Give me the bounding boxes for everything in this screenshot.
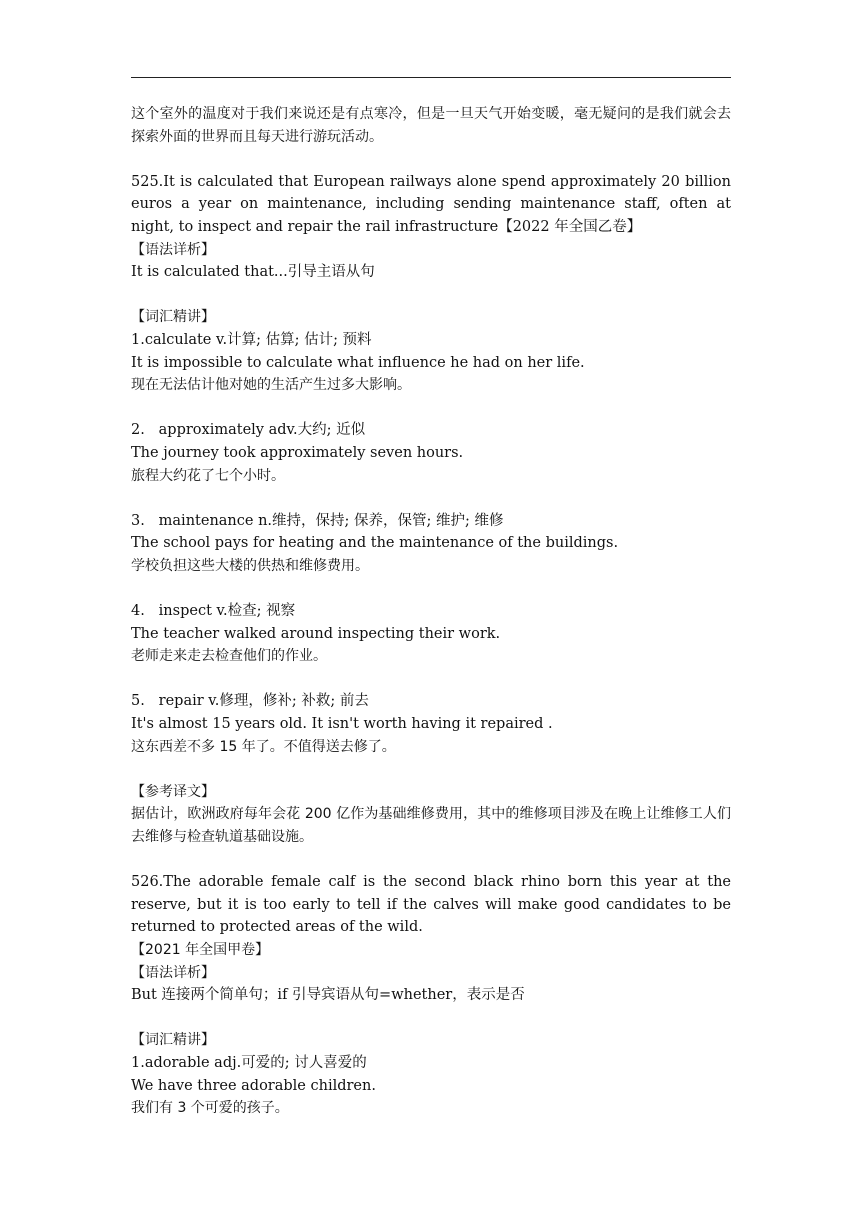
vocab-example-inspect: The teacher walked around inspecting their work.: [131, 625, 501, 642]
item-525-grammar-note: It is calculated that...引导主语从句: [131, 264, 375, 281]
vocab-entry-repair: 5. repair v.修理，修补; 补救; 前去: [131, 693, 369, 710]
item-525-vocab-heading: 【词汇精讲】: [131, 309, 215, 326]
vocab-translation-approximately: 旅程大约花了七个小时。: [131, 467, 285, 484]
header-rule: [131, 77, 731, 78]
vocab-example-approximately: The journey took approximately seven hours.: [131, 444, 464, 461]
item-525-reference-translation: 据估计，欧洲政府每年会花 200 亿作为基础维修费用，其中的维修项目涉及在晚上让维修工人们去维修与检查轨道基础设施。: [131, 806, 731, 845]
vocab-entry-adorable: 1.adorable adj.可爱的; 讨人喜爱的: [131, 1054, 367, 1071]
vocab-translation-maintenance: 学校负担这些大楼的供热和维修费用。: [131, 557, 369, 574]
item-526-vocab-heading: 【词汇精讲】: [131, 1032, 215, 1049]
spacer: [131, 849, 731, 872]
vocab-translation-calculate: 现在无法估计他对她的生活产生过多大影响。: [131, 377, 411, 394]
spacer: [131, 577, 731, 600]
item-526-sentence: 526.The adorable female calf is the second black rhino born this year at the reserve, but it is too early to tell if the calves will make good candidates to be returned to protected areas of the wild.: [131, 874, 731, 936]
item-526-grammar-note: But 连接两个简单句；if 引导宾语从句=whether，表示是否: [131, 987, 525, 1004]
vocab-translation-adorable: 我们有 3 个可爱的孩子。: [131, 1100, 289, 1117]
document-body: [131, 103, 731, 1120]
spacer: [131, 397, 731, 420]
vocab-entry-approximately: 2. approximately adv.大约; 近似: [131, 422, 366, 439]
intro-translation: 这个室外的温度对于我们来说还是有点寒冷，但是一旦天气开始变暖，毫无疑问的是我们就会去探索外面的世界而且每天进行游玩活动。: [131, 106, 731, 145]
item-525-grammar-heading: 【语法详析】: [131, 241, 215, 258]
vocab-example-maintenance: The school pays for heating and the maintenance of the buildings.: [131, 535, 619, 552]
vocab-example-adorable: We have three adorable children.: [131, 1077, 376, 1094]
item-525-reference-heading: 【参考译文】: [131, 783, 215, 800]
item-526-source: 【2021 年全国甲卷】: [131, 941, 270, 958]
vocab-example-repair: It's almost 15 years old. It isn't worth having it repaired .: [131, 716, 553, 733]
vocab-entry-inspect: 4. inspect v.检查; 视察: [131, 603, 296, 620]
spacer: [131, 758, 731, 781]
vocab-example-calculate: It is impossible to calculate what influence he had on her life.: [131, 354, 585, 371]
item-525-sentence: 525.It is calculated that European railways alone spend approximately 20 billion euros a year on maintenance, including sending maintenance staff, often at night, to inspect and repair the rail infrastructure【2022 年全国乙卷】: [131, 173, 731, 235]
vocab-entry-maintenance: 3. maintenance n.维持，保持; 保养，保管; 维护; 维修: [131, 512, 504, 529]
vocab-entry-calculate: 1.calculate v.计算; 估算; 估计; 预料: [131, 331, 372, 348]
item-526-grammar-heading: 【语法详析】: [131, 964, 215, 981]
spacer: [131, 487, 731, 510]
vocab-translation-inspect: 老师走来走去检查他们的作业。: [131, 648, 327, 665]
spacer: [131, 1007, 731, 1030]
spacer: [131, 284, 731, 307]
spacer: [131, 148, 731, 171]
vocab-translation-repair: 这东西差不多 15 年了。不值得送去修了。: [131, 738, 396, 755]
spacer: [131, 668, 731, 691]
